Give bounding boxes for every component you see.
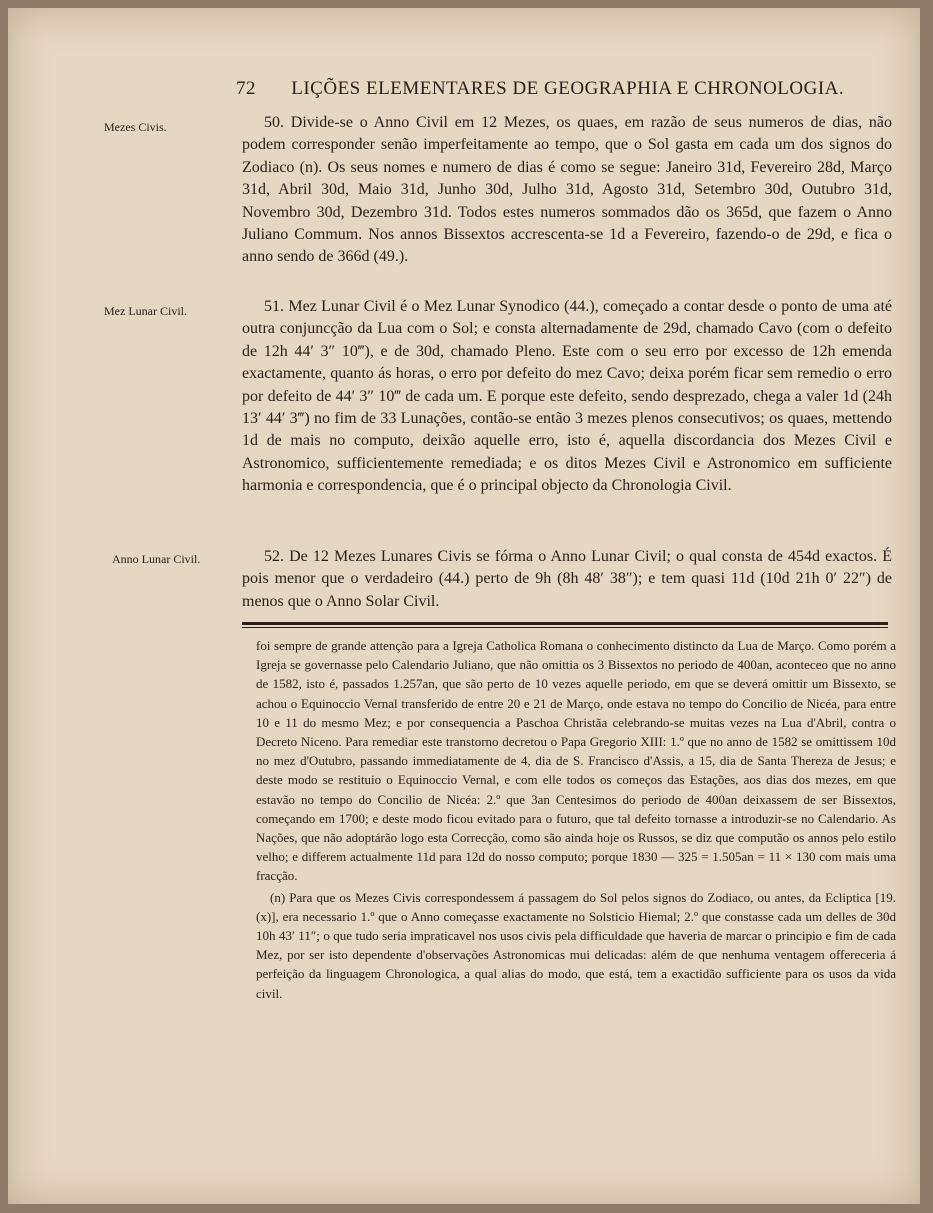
section-number: 51. <box>264 298 284 315</box>
footnote-continued: foi sempre de grande attenção para a Igreja Catholica Romana o conhecimento distincto da Lua de Março. Como porém a Igreja se governasse pelo Calendario Juliano, que não omittia os 3 Bissextos no periodo de 400an, aconteceo que no anno de 1582, isto é, passados 1.257an, que são perto de 10 vezes aquelle periodo, em que se deverá omittir um Bissexto, se achou o Equinoccio Vernal transferido de entre 20 e 21 de Março, onde estava no tempo do Concilio de Nicéa, para entre 10 e 11 do mesmo Mez; e por consequencia a Paschoa Christãa celebrando-se muitas vezes na Lua d'Abril, contra o Decreto Niceno. Para remediar este transtorno decretou o Papa Gregorio XIII: 1.º que no anno de 1582 se omittissem 10d no mez d'Outubro, passando immediatamente de 4, dia de S. Francisco d'Assis, a 15, dia de Santa Thereza de Jesus; e deste modo se restituio o Equinoccio Vernal, e com elle todos os começos das Estações, aos dias dos mezes, em que estavão no tempo do Concilio de Nicéa: 2.º que 3an Centesimos do periodo de 400an deixassem de ser Bissextos, começando em 1700; e deste modo ficou evitado para o futuro, que tal defeito tornasse a introduzir-se no Calendario. As Nações, que não adoptárão logo esta Correcção, como são ainda hoje os Russos, se diz que computão os annos pelo estilo velho; e differem actualmente 11d para 12d do nosso computo; porque 1830 — 325 = 1.505an = 11 × 130 com mais uma fracção. <box>256 638 896 884</box>
page-header <box>236 78 876 100</box>
section-number: 50. <box>264 114 284 131</box>
margin-note-anno-lunar-civil: Anno Lunar Civil. <box>112 552 201 566</box>
page-number: 72 <box>236 78 256 99</box>
running-title: LIÇÕES ELEMENTARES DE GEOGRAPHIA E CHRONOLOGIA. <box>291 78 845 99</box>
footnote-separator-thick <box>242 622 888 625</box>
footnote-n: (n) Para que os Mezes Civis correspondessem á passagem do Sol pelos signos do Zodiaco, ou antes, da Ecliptica [19. (x)], era necessario 1.º que o Anno começasse exactamente no Solsticio Hiemal; 2.º que constasse cada um delles de 30d 10h 43′ 11″; o que tudo seria impraticavel nos usos civis pela difficuldade que haveria de marcar o principio e fim de cada Mez, por ser isto dependente d'observações Astronomicas mui delicadas: além de que nenhuma ventagem offereceria á perfeição da linguagem Chronologica, a qual alias do modo, que está, tem a exactidão sufficiente para os usos da vida civil. <box>256 889 896 1001</box>
margin-note-mezes-civis: Mezes Civis. <box>104 120 167 134</box>
section-50 <box>242 112 892 269</box>
section-52 <box>242 546 892 613</box>
section-51 <box>242 296 892 498</box>
section-number: 52. <box>264 548 284 565</box>
book-page <box>8 8 920 1204</box>
footnote-separator-thin <box>242 627 888 628</box>
footnotes <box>256 636 896 1003</box>
section-text: Mez Lunar Civil é o Mez Lunar Synodico (44.), começado a contar desde o ponto de uma até outra conjuncção da Lua com o Sol; e consta alternadamente de 29d, chamado Cavo (com o defeito de 12h 44′ 3″ 10‴), e de 30d, chamado Pleno. Este com o seu erro por excesso de 12h emenda exactamente, quanto ás horas, o erro por defeito do mez Cavo; deixa porém ficar sem remedio o erro por defeito de 44′ 3″ 10‴ de cada um. E porque este defeito, sendo desprezado, chega a valer 1d (24h 13′ 44′ 3‴) no fim de 33 Lunações, contão-se então 3 mezes plenos consecutivos; os quaes, mettendo 1d de mais no computo, deixão aquelle erro, isto é, aquella discordancia dos Mezes Civil e Astronomico, sufficientemente remediada; e os ditos Mezes Civil e Astronomico em sufficiente harmonia e correspondencia, que é o principal objecto da Chronologia Civil. <box>242 298 893 495</box>
section-text: De 12 Mezes Lunares Civis se fórma o Anno Lunar Civil; o qual consta de 454d exactos. É pois menor que o verdadeiro (44.) perto de 9h (8h 48′ 38″); e tem quasi 11d (10d 21h 0′ 22″) de menos que o Anno Solar Civil. <box>242 548 892 610</box>
section-text: Divide-se o Anno Civil em 12 Mezes, os quaes, em razão de seus numeros de dias, não podem corresponder senão imperfeitamente ao tempo, que o Sol gasta em cada um dos signos do Zodiaco (n). Os seus nomes e numero de dias é como se segue: Janeiro 31d, Fevereiro 28d, Março 31d, Abril 30d, Maio 31d, Junho 30d, Julho 31d, Agosto 31d, Setembro 30d, Outubro 31d, Novembro 30d, Dezembro 31d. Todos estes numeros sommados dão os 365d, que fazem o Anno Juliano Commum. Nos annos Bissextos accrescenta-se 1d a Fevereiro, fazendo-o de 29d, e fica o anno sendo de 366d (49.). <box>242 114 892 266</box>
margin-note-mez-lunar-civil: Mez Lunar Civil. <box>104 304 187 318</box>
